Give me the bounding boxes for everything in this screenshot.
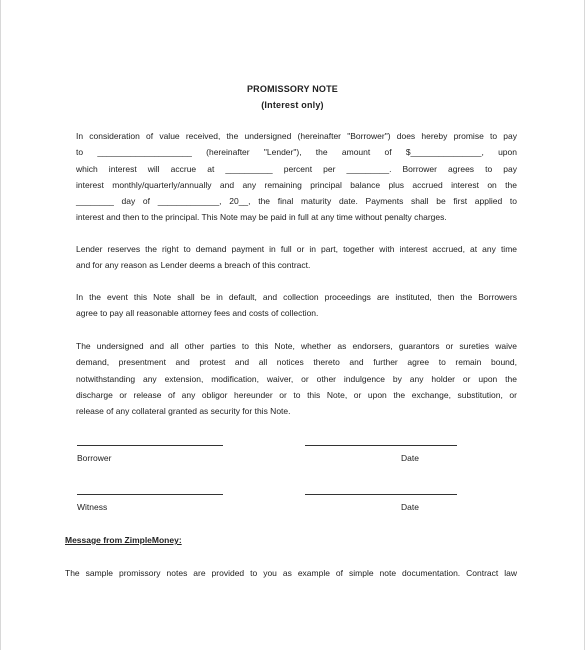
date-signature-line-1 <box>305 445 457 446</box>
text-line: which interest will accrue at __________ percent per _________. Borrower agrees to pay <box>76 163 517 174</box>
text-line: release of any collateral granted as security for this Note. <box>76 406 291 417</box>
document-subtitle: (Interest only) <box>261 100 324 110</box>
date-label-1: Date <box>401 453 419 463</box>
date-signature-line-2 <box>305 494 457 495</box>
message-body: The sample promissory notes are provided to you as example of simple note documentation. Contract law <box>65 568 517 578</box>
page-left-edge <box>0 0 1 650</box>
borrower-label: Borrower <box>77 453 112 463</box>
witness-label: Witness <box>77 502 108 512</box>
text-line: and for any reason as Lender deems a breach of this contract. <box>76 260 311 271</box>
paragraph-waiver <box>76 338 517 419</box>
text-line: ________ day of _____________, 20__, the final maturity date. Payments shall be first applied to <box>76 196 517 207</box>
paragraph-consideration <box>76 128 517 226</box>
text-line: demand, presentment and protest and all notices thereto and further agree to remain bound, <box>76 357 517 368</box>
text-line: discharge or release of any obligor hereunder or to this Note, or upon the exchange, substitution, or <box>76 389 517 400</box>
document-title: PROMISSORY NOTE <box>246 84 338 94</box>
paragraph-lender-rights <box>76 241 517 274</box>
message-heading: Message from ZimpleMoney: <box>65 535 182 545</box>
text-line: In consideration of value received, the undersigned (hereinafter "Borrower") does hereby promise to pay <box>76 131 517 141</box>
text-line: interest and then to the principal. This Note may be paid in full at any time without penalty charges. <box>76 212 447 223</box>
paragraph-default <box>76 289 517 322</box>
text-line: to ____________________ (hereinafter "Lender"), the amount of $_______________, upon <box>76 147 517 158</box>
text-line: In the event this Note shall be in default, and collection proceedings are instituted, then the Borrowers <box>76 292 517 302</box>
text-line: agree to pay all reasonable attorney fees and costs of collection. <box>76 308 319 319</box>
text-line: interest monthly/quarterly/annually and any remaining principal balance plus accrued interest on the <box>76 179 517 190</box>
text-line: Lender reserves the right to demand payment in full or in part, together with interest accrued, at any time <box>76 244 517 254</box>
date-label-2: Date <box>401 502 419 512</box>
text-line: The undersigned and all other parties to this Note, whether as endorsers, guarantors or sureties waive <box>76 341 517 351</box>
witness-signature-line <box>77 494 223 495</box>
borrower-signature-line <box>77 445 223 446</box>
text-line: notwithstanding any extension, modification, waiver, or other indulgence by any holder or upon the <box>76 373 517 384</box>
